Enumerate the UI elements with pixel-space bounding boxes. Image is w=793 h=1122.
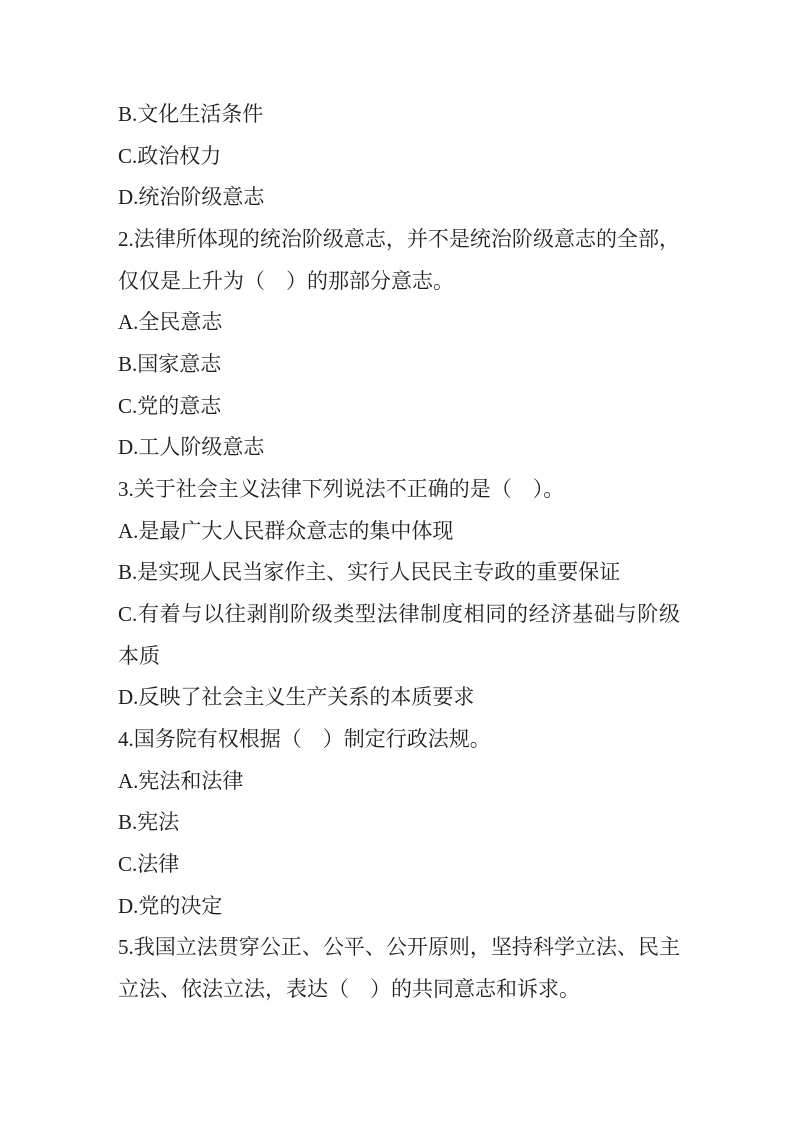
option-paragraph: B.宪法	[118, 810, 180, 835]
option-paragraph: C.有着与以往剥削阶级类型法律制度相同的经济基础与阶级本质	[118, 602, 680, 668]
option-paragraph: D.工人阶级意志	[118, 435, 265, 460]
option-paragraph: D.党的决定	[118, 893, 223, 918]
option-paragraph: C.法律	[118, 852, 180, 877]
option-paragraph: A.宪法和法律	[118, 768, 244, 793]
question-paragraph: 5.我国立法贯穿公正、公平、公开原则，坚持科学立法、民主立法、依法立法，表达（ ）的共同意志和诉求。	[118, 935, 680, 1002]
question-paragraph: 4.国务院有权根据（ ）制定行政法规。	[118, 727, 491, 752]
option-paragraph: B.国家意志	[118, 352, 222, 377]
option-paragraph: B.文化生活条件	[118, 102, 264, 126]
question-paragraph: 3.关于社会主义法律下列说法不正确的是（ ）。	[118, 477, 565, 502]
option-paragraph: A.全民意志	[118, 310, 223, 335]
question-paragraph: 2.法律所体现的统治阶级意志，并不是统治阶级意志的全部，仅仅是上升为（ ）的那部分意志。	[118, 227, 680, 293]
option-paragraph: C.政治权力	[118, 143, 222, 168]
option-paragraph: B.是实现人民当家作主、实行人民民主专政的重要保证	[118, 560, 621, 585]
option-paragraph: D.反映了社会主义生产关系的本质要求	[118, 685, 475, 710]
option-paragraph: D.统治阶级意志	[118, 185, 265, 210]
option-paragraph: C.党的意志	[118, 393, 222, 418]
document-content	[118, 94, 680, 1011]
option-paragraph: A.是最广大人民群众意志的集中体现	[118, 518, 454, 543]
